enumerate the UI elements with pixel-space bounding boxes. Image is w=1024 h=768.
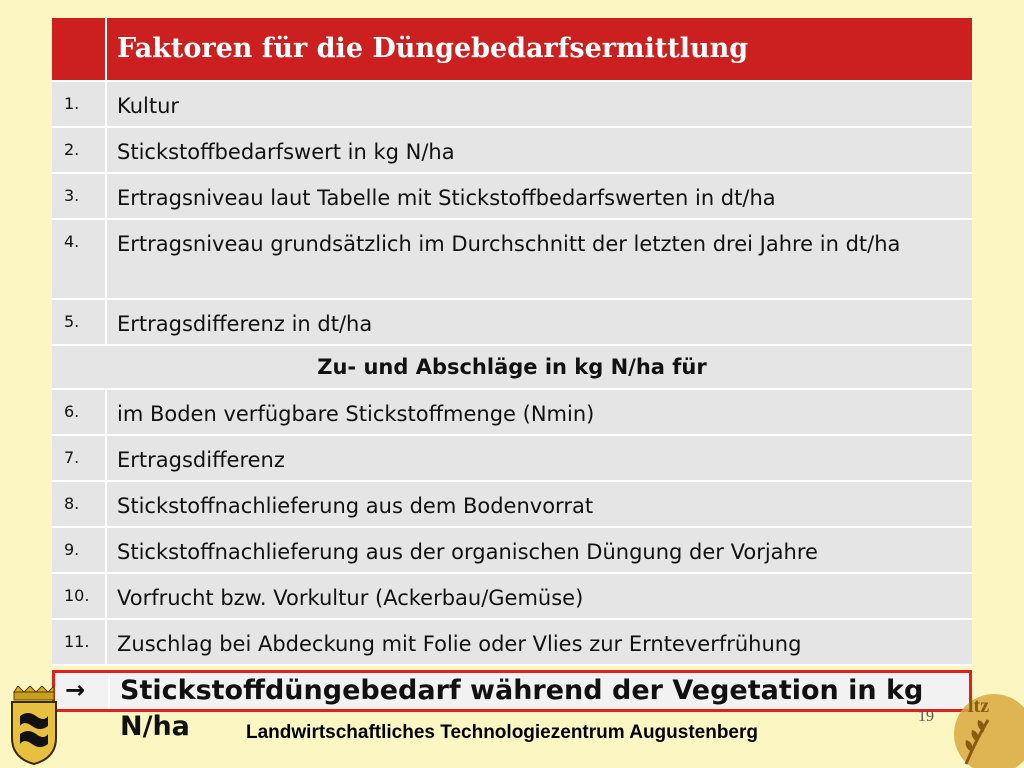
row-text: Stickstoffnachlieferung aus der organischen Düngung der Vorjahre (117, 540, 818, 564)
table-header-row (52, 18, 972, 82)
table-row (52, 528, 972, 574)
footer-institution: Landwirtschaftliches Technologiezentrum Augustenberg (246, 722, 758, 743)
result-text: Stickstoffdüngebedarf während der Vegetation in kg N/ha (120, 675, 924, 742)
row-text: Ertragsdifferenz in dt/ha (117, 312, 373, 336)
subheader-text: Zu- und Abschläge in kg N/ha für (317, 355, 707, 379)
coat-of-arms-icon (8, 686, 60, 766)
page-number: 19 (918, 708, 934, 725)
row-text: Ertragsniveau grundsätzlich im Durchschnitt der letzten drei Jahre in dt/ha (117, 232, 901, 256)
row-text: Ertragsdifferenz (117, 448, 285, 472)
table-row (52, 482, 972, 528)
table-row (52, 436, 972, 482)
table-row (52, 574, 972, 620)
row-number: 4. (52, 220, 107, 298)
table-row (52, 128, 972, 174)
row-text: Stickstoffbedarfswert in kg N/ha (117, 140, 455, 164)
row-text: Vorfrucht bzw. Vorkultur (Ackerbau/Gemüse) (117, 586, 584, 610)
row-number: 1. (52, 82, 107, 126)
ltz-logo-icon (948, 690, 1024, 768)
table-row (52, 220, 972, 300)
row-number: 5. (52, 300, 107, 344)
table-row (52, 174, 972, 220)
header-num-cell (52, 18, 107, 80)
row-number: 9. (52, 528, 107, 572)
row-number: 11. (52, 620, 107, 664)
table-row (52, 390, 972, 436)
table-row (52, 620, 972, 666)
row-text: Ertragsniveau laut Tabelle mit Stickstoffbedarfswerten in dt/ha (117, 186, 776, 210)
row-number: 3. (52, 174, 107, 218)
row-number: 2. (52, 128, 107, 172)
row-number: 7. (52, 436, 107, 480)
row-number: 6. (52, 390, 107, 434)
row-text: im Boden verfügbare Stickstoffmenge (Nmin) (117, 402, 595, 426)
ltz-logo-text: ltz (968, 695, 990, 717)
row-number: 8. (52, 482, 107, 526)
row-number: 10. (52, 574, 107, 618)
row-text: Zuschlag bei Abdeckung mit Folie oder Vlies zur Ernteverfrühung (117, 632, 802, 656)
table-subheader-row (52, 346, 972, 390)
table-row (52, 82, 972, 128)
table-title: Faktoren für die Düngebedarfsermittlung (117, 33, 749, 64)
row-text: Stickstoffnachlieferung aus dem Bodenvorrat (117, 494, 594, 518)
table-row (52, 300, 972, 346)
right-arrow-icon: → (55, 673, 110, 709)
row-text: Kultur (117, 94, 180, 118)
